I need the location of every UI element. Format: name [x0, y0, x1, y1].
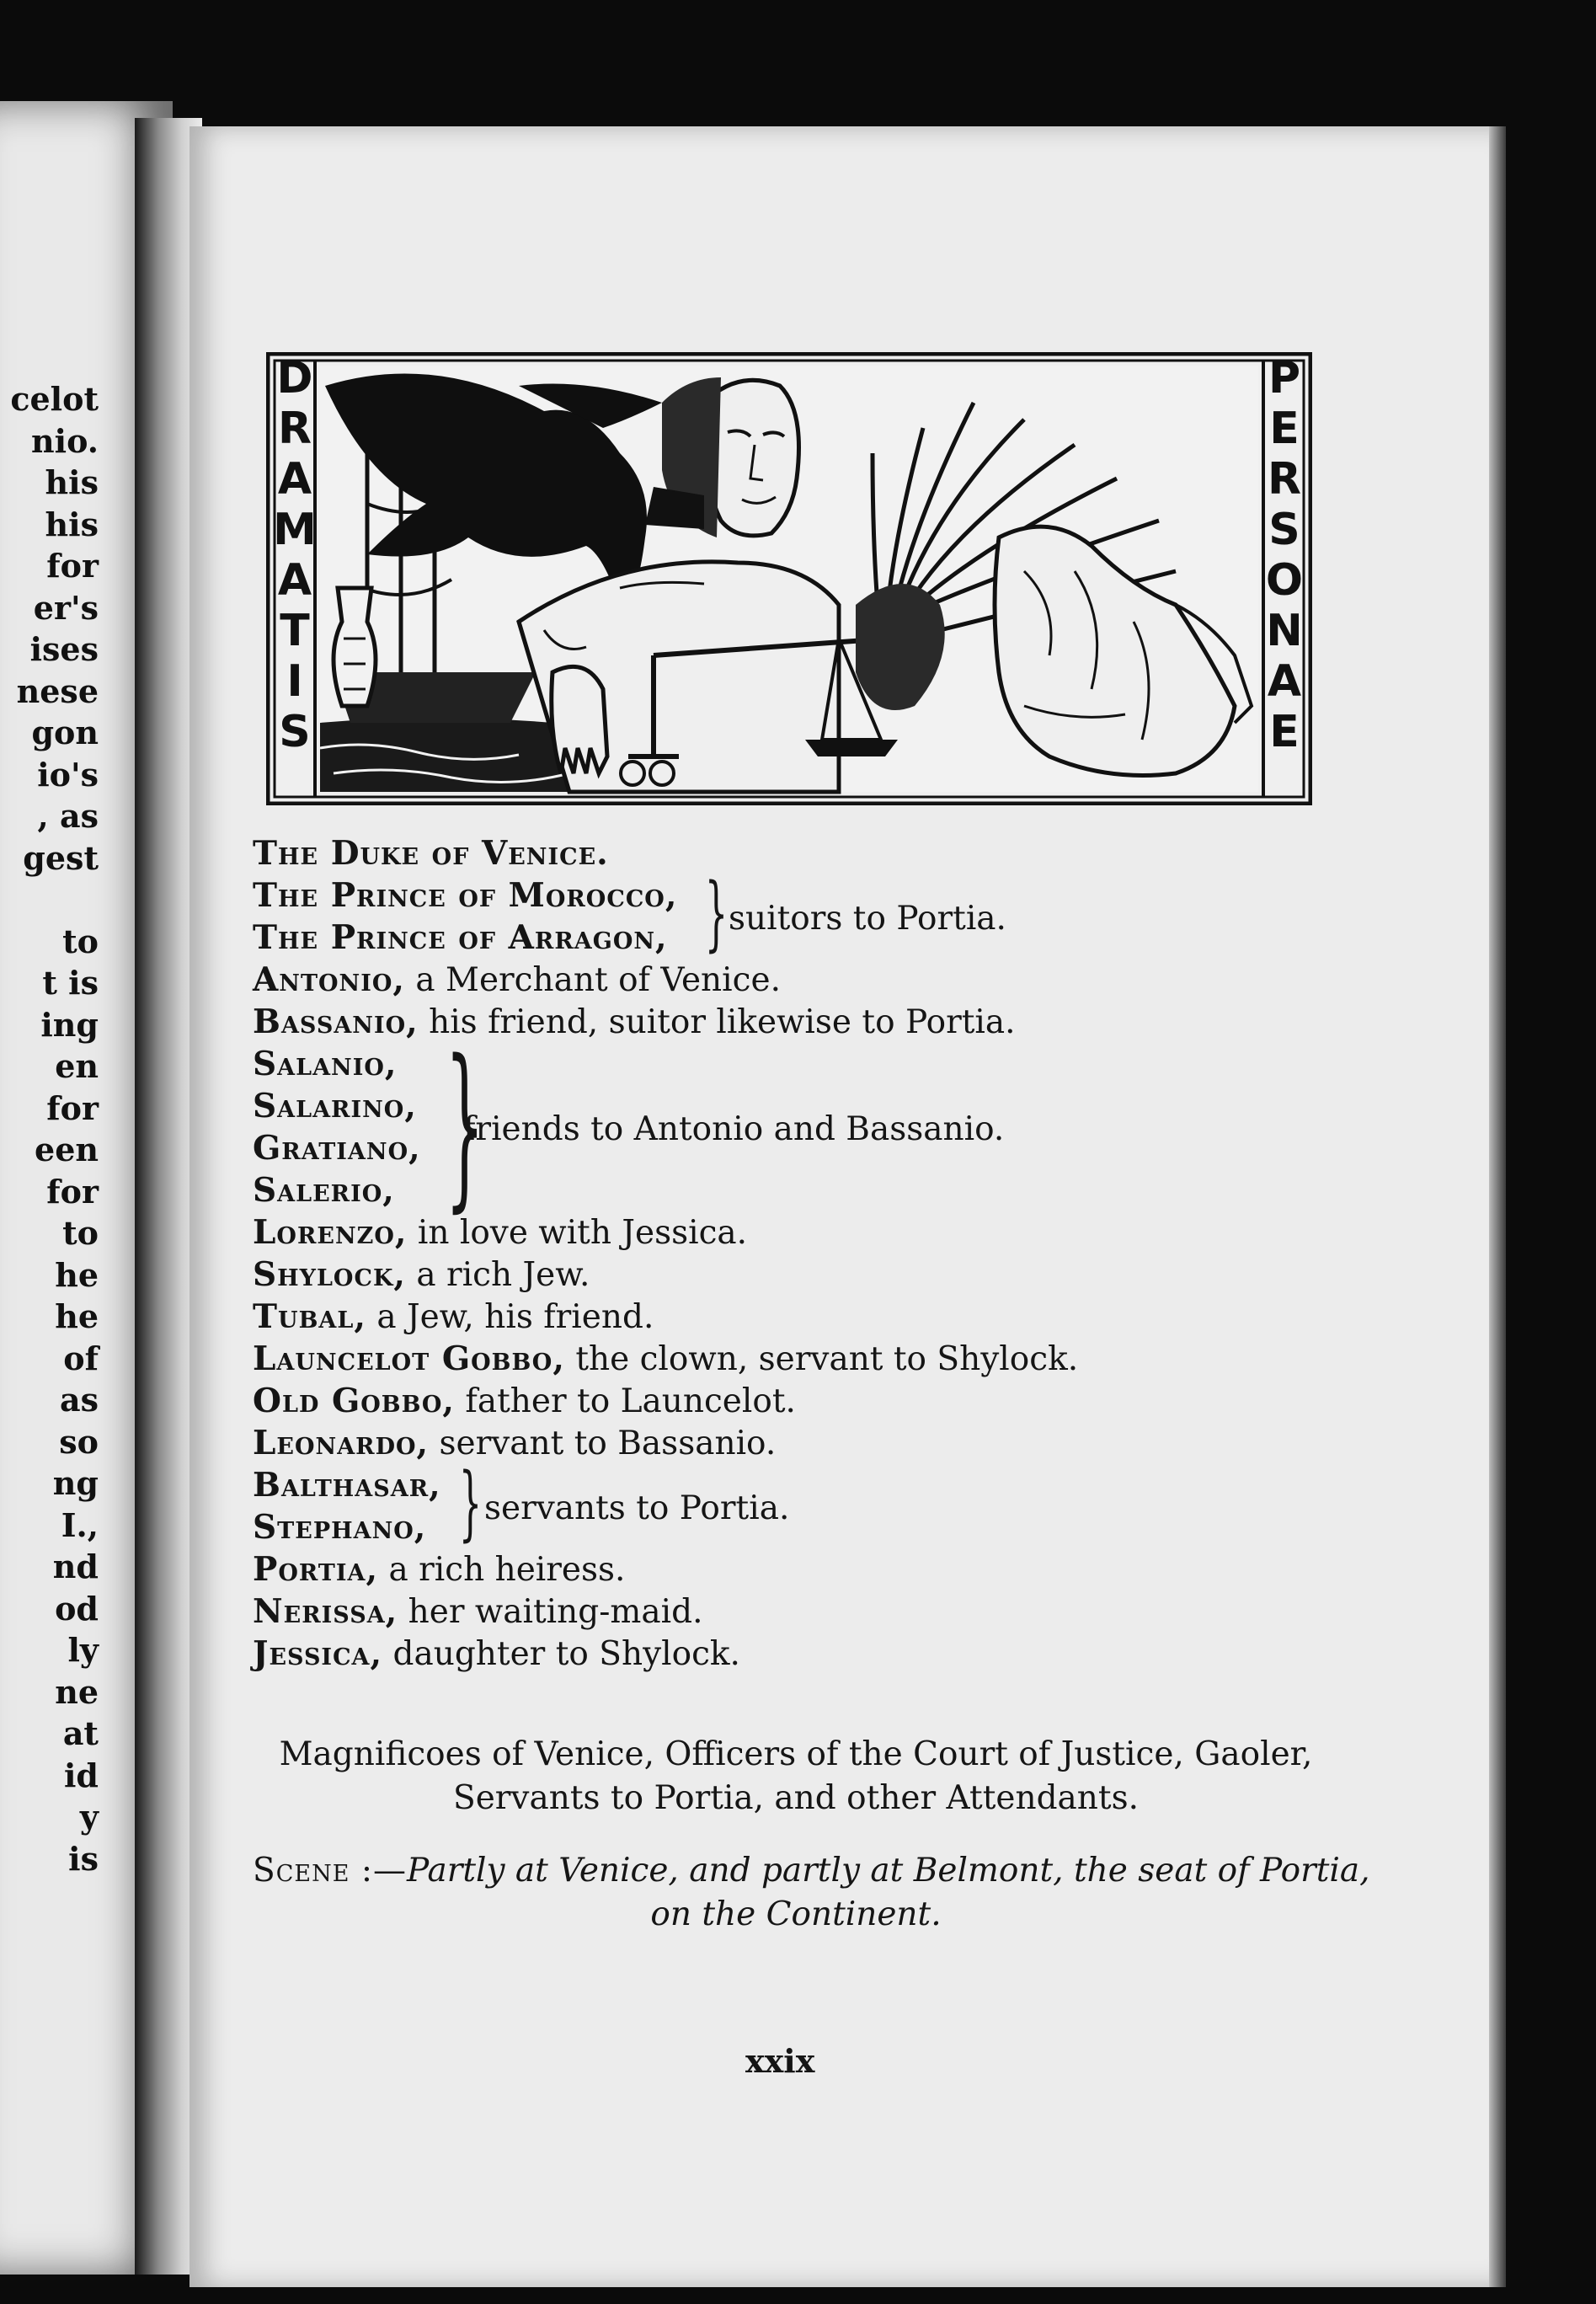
scene-text-1: Partly at Venice, and partly at Belmont, the seat of Portia,: [406, 1852, 1370, 1890]
left-page-fragment: [10, 879, 99, 922]
left-page-fragment: he: [55, 1255, 99, 1294]
left-page-fragment: nd: [52, 1548, 99, 1585]
left-page-fragment: of: [63, 1339, 99, 1377]
cast-antonio-desc: a Merchant of Venice.: [415, 961, 781, 999]
left-page-fragment: as: [59, 1381, 99, 1419]
page-edge: [1489, 126, 1506, 2287]
left-page-fragment: to: [62, 1214, 99, 1252]
woodcut-letter: R: [277, 404, 312, 454]
left-page-fragment: his: [45, 463, 99, 501]
scene-line-2: on the Continent.: [650, 1895, 942, 1933]
left-page-fragment: so: [59, 1422, 99, 1461]
woodcut-letter: S: [279, 707, 311, 757]
friends-brace: }: [445, 1022, 485, 1228]
woodcut-letter: A: [277, 454, 312, 505]
cast-salarino: Salarino,: [253, 1087, 417, 1125]
left-page-fragment: ne: [55, 1672, 99, 1711]
left-page-fragment: I.,: [61, 1505, 99, 1544]
left-page-text-fragments: [10, 379, 99, 1880]
left-page-fragment: he: [55, 1297, 99, 1335]
cast-bassanio-desc: his friend, suitor likewise to Portia.: [429, 1003, 1016, 1041]
left-page-fragment: t is: [42, 964, 99, 1002]
cast-portia-line: [253, 1550, 625, 1589]
cast-jessica-name: Jessica,: [253, 1634, 383, 1673]
left-page-fragment: nio.: [31, 421, 99, 460]
woodcut-letter: T: [280, 606, 310, 656]
cast-gratiano: Gratiano,: [253, 1129, 421, 1168]
cast-arragon: The Prince of Arragon,: [253, 918, 668, 957]
scene-line-1: [253, 1852, 1370, 1890]
left-page-fragment: for: [46, 1088, 99, 1127]
cast-bassanio-name: Bassanio,: [253, 1002, 419, 1041]
left-page-fragment: od: [55, 1589, 99, 1628]
suitors-desc: suitors to Portia.: [729, 900, 1006, 938]
left-page-fragment: , as: [37, 797, 99, 835]
woodcut-letter: I: [286, 656, 303, 707]
cast-launcelot-line: [253, 1339, 1078, 1378]
scene-label: Scene :—: [253, 1852, 407, 1890]
cast-tubal-name: Tubal,: [253, 1297, 366, 1336]
left-page-fragment: ng: [52, 1464, 99, 1502]
cast-nerissa-desc: her waiting-maid.: [408, 1593, 703, 1631]
cast-lorenzo-line: [253, 1213, 747, 1252]
left-page-fragment: en: [55, 1047, 99, 1085]
left-page-fragment: ing: [40, 1005, 99, 1044]
left-page-fragment: for: [46, 547, 99, 585]
servants-brace: }: [458, 1456, 483, 1550]
cast-morocco: The Prince of Morocco,: [253, 876, 678, 915]
cast-launcelot-desc: the clown, servant to Shylock.: [575, 1340, 1079, 1378]
left-page-fragment: is: [68, 1839, 99, 1878]
cast-nerissa-line: [253, 1592, 702, 1631]
woodcut-letter: E: [1269, 404, 1300, 454]
cast-stephano: Stephano,: [253, 1508, 427, 1547]
cast-duke: The Duke of Venice.: [253, 834, 609, 873]
servants-desc: servants to Portia.: [484, 1489, 790, 1527]
cast-lorenzo-name: Lorenzo,: [253, 1213, 408, 1252]
suitors-brace: }: [704, 866, 729, 960]
woodcut-letter: D: [276, 353, 313, 404]
left-page-fragment: y: [79, 1798, 99, 1836]
left-page-fragment: ly: [67, 1631, 99, 1669]
left-page-fragment: for: [46, 1172, 99, 1211]
left-page-fragment: his: [45, 505, 99, 543]
cast-antonio-name: Antonio,: [253, 960, 405, 999]
cast-antonio-line: [253, 960, 781, 999]
woodcut-letter: N: [1266, 606, 1303, 656]
cast-shylock-desc: a rich Jew.: [416, 1256, 590, 1294]
cast-portia-name: Portia,: [253, 1550, 379, 1589]
woodcut-letter: E: [1269, 707, 1300, 757]
left-page-fragment: ises: [29, 630, 99, 668]
cast-portia-desc: a rich heiress.: [388, 1551, 626, 1589]
cast-leonardo-line: [253, 1424, 776, 1462]
cast-leonardo-desc: servant to Bassanio.: [439, 1425, 777, 1462]
left-page-fragment: to: [62, 922, 99, 960]
left-page-fragment: at: [62, 1714, 99, 1752]
left-page-fragment: nese: [16, 671, 99, 710]
others-line-2: Servants to Portia, and other Attendants.: [452, 1779, 1139, 1817]
cast-salanio: Salanio,: [253, 1045, 398, 1083]
woodcut-letter: M: [273, 505, 317, 555]
cast-salerio: Salerio,: [253, 1171, 395, 1210]
cast-old-gobbo-line: [253, 1382, 796, 1420]
dramatis-personae-woodcut: [266, 352, 1312, 805]
woodcut-letter: R: [1267, 454, 1302, 505]
cast-old-gobbo-name: Old Gobbo,: [253, 1382, 456, 1420]
cast-jessica-desc: daughter to Shylock.: [392, 1635, 740, 1673]
cast-old-gobbo-desc: father to Launcelot.: [465, 1382, 796, 1420]
cast-balthasar: Balthasar,: [253, 1466, 441, 1505]
left-page-fragment: gon: [31, 714, 99, 751]
personae-letters: [1266, 353, 1303, 757]
woodcut-letter: A: [277, 555, 312, 606]
cast-nerissa-name: Nerissa,: [253, 1592, 398, 1631]
cast-leonardo-name: Leonardo,: [253, 1424, 430, 1462]
left-page-fragment: een: [35, 1131, 99, 1168]
cast-lorenzo-desc: in love with Jessica.: [417, 1214, 748, 1252]
cast-tubal-desc: a Jew, his friend.: [376, 1298, 654, 1336]
left-page-fragment: celot: [10, 380, 99, 418]
left-page-fragment: gest: [23, 838, 99, 877]
cast-jessica-line: [253, 1634, 740, 1673]
page-number: xxix: [745, 2042, 815, 2080]
cast-bassanio-line: [253, 1002, 1016, 1041]
woodcut-letter: O: [1265, 555, 1304, 606]
woodcut-letter: P: [1268, 353, 1301, 404]
cast-tubal-line: [253, 1297, 654, 1336]
others-line-1: Magnificoes of Venice, Officers of the Court of Justice, Gaoler,: [279, 1735, 1313, 1773]
left-page-fragment: id: [63, 1756, 99, 1794]
left-page-fragment: io's: [37, 755, 99, 794]
friends-desc: friends to Antonio and Bassanio.: [463, 1110, 1005, 1148]
woodcut-letter: S: [1268, 505, 1300, 555]
cast-shylock-name: Shylock,: [253, 1255, 406, 1294]
left-page-fragment: er's: [33, 588, 99, 627]
cast-shylock-line: [253, 1255, 590, 1294]
woodcut-illustration: [266, 352, 1312, 805]
cast-launcelot-name: Launcelot Gobbo,: [253, 1339, 565, 1378]
woodcut-letter: A: [1267, 656, 1302, 707]
